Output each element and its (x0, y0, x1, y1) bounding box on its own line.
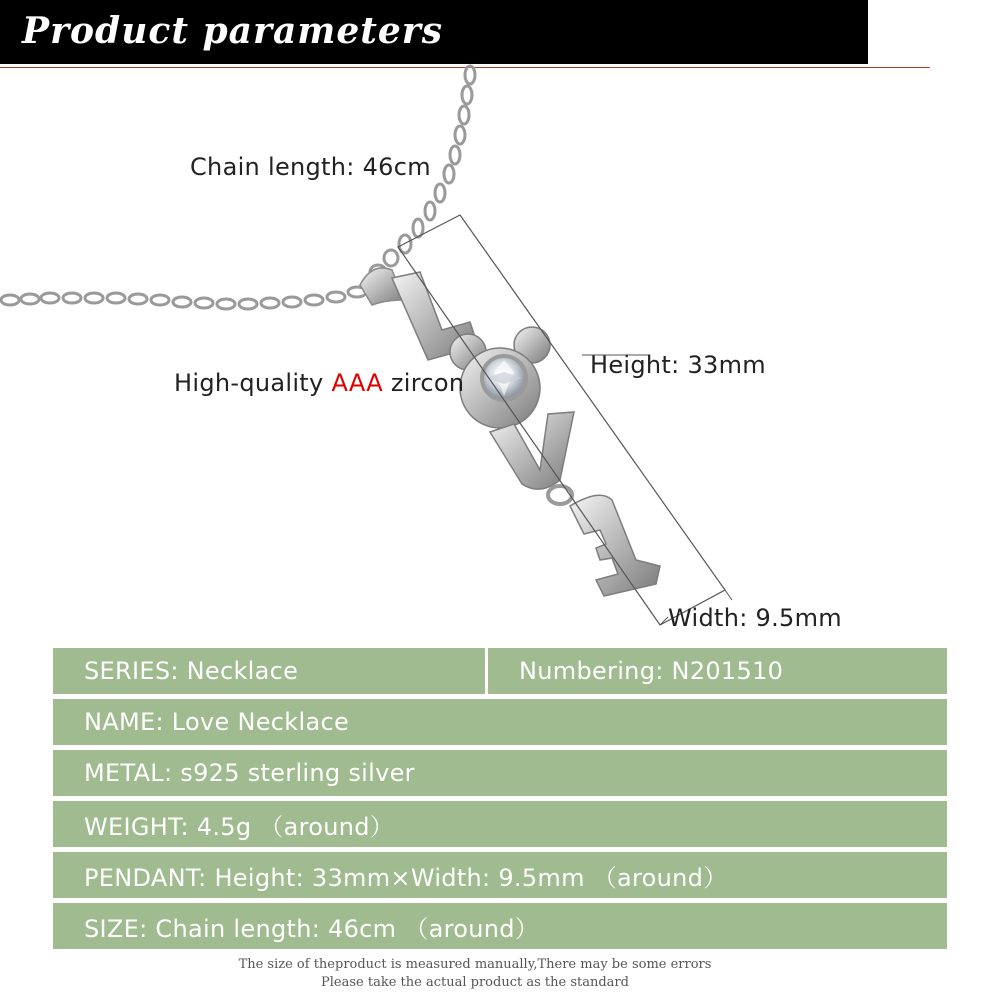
spec-series: SERIES: Necklace (53, 648, 488, 694)
zircon-label-prefix: High-quality (174, 369, 332, 397)
zircon-label-accent: AAA (331, 369, 383, 397)
spec-row-name (53, 699, 947, 745)
page-title: Product parameters (22, 10, 444, 52)
spec-numbering: Numbering: N201510 (519, 657, 784, 685)
spec-size: SIZE: Chain length: 46cm （around） (84, 914, 540, 943)
chain-left-strand (1, 287, 366, 309)
pendant-letter-o (450, 327, 550, 428)
zircon-label (174, 369, 464, 397)
spec-row-series (53, 648, 947, 694)
spec-table (53, 648, 947, 954)
spec-pendant: PENDANT: Height: 33mm×Width: 9.5mm （around） (84, 863, 728, 892)
spec-row-size (53, 903, 947, 949)
pendant-letter-e (570, 495, 660, 596)
width-leader-2 (725, 590, 732, 600)
footnote-line-1: The size of theproduct is measured manually,There may be some errors (238, 957, 712, 972)
spec-weight: WEIGHT: 4.5g （around） (84, 812, 395, 841)
spec-row-metal (53, 750, 947, 796)
spec-metal: METAL: s925 sterling silver (84, 759, 415, 787)
height-label: Height: 33mm (590, 351, 766, 379)
chain-length-label: Chain length: 46cm (190, 153, 431, 181)
zircon-label-suffix: zircon (382, 369, 465, 397)
spec-name: NAME: Love Necklace (84, 708, 350, 736)
footnote-line-2: Please take the actual product as the standard (321, 975, 629, 990)
spec-row-weight (53, 801, 947, 847)
jump-ring (548, 486, 572, 504)
spec-row-pendant (53, 852, 947, 898)
width-label: Width: 9.5mm (668, 604, 842, 632)
